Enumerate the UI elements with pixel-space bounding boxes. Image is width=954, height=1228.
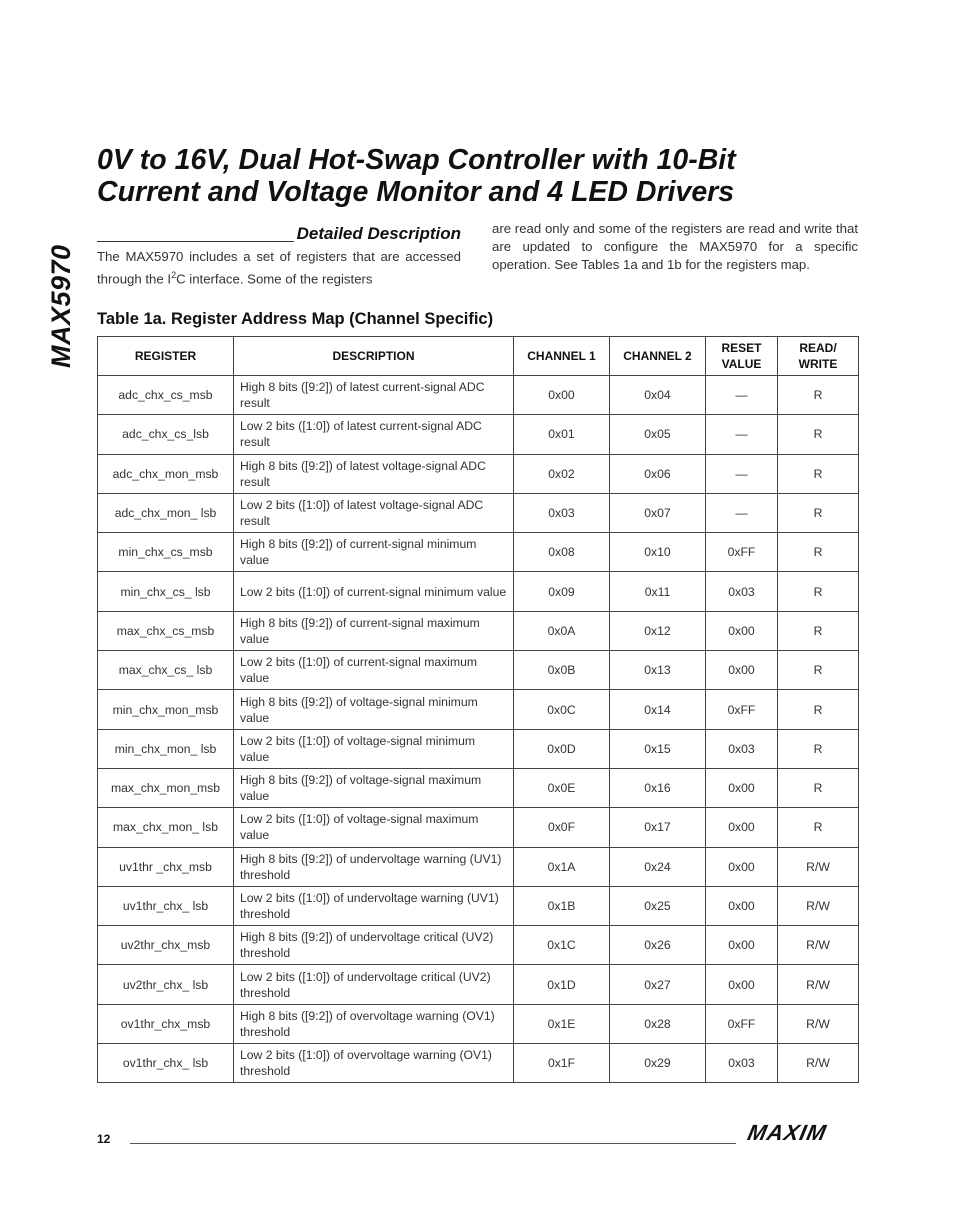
cell-channel-2: 0x07: [610, 493, 706, 532]
cell-read-write: R: [778, 415, 859, 454]
cell-channel-1: 0x1B: [514, 886, 610, 925]
table-row: [98, 768, 859, 807]
cell-reset-value: 0x00: [706, 768, 778, 807]
cell-reset-value: 0x00: [706, 965, 778, 1004]
cell-channel-1: 0x1A: [514, 847, 610, 886]
footer-rule: [130, 1143, 736, 1144]
cell-register: min_chx_cs_msb: [98, 533, 234, 572]
cell-description: Low 2 bits ([1:0]) of latest current-signal ADC result: [234, 415, 514, 454]
cell-description: High 8 bits ([9:2]) of undervoltage warning (UV1) threshold: [234, 847, 514, 886]
cell-channel-2: 0x11: [610, 572, 706, 611]
cell-register: adc_chx_mon_ lsb: [98, 493, 234, 532]
cell-read-write: R/W: [778, 926, 859, 965]
cell-reset-value: 0x03: [706, 572, 778, 611]
cell-register: max_chx_mon_ lsb: [98, 808, 234, 847]
cell-description: Low 2 bits ([1:0]) of undervoltage warning (UV1) threshold: [234, 886, 514, 925]
table-row: [98, 415, 859, 454]
cell-reset-value: 0xFF: [706, 1004, 778, 1043]
cell-channel-1: 0x0C: [514, 690, 610, 729]
cell-channel-2: 0x14: [610, 690, 706, 729]
cell-channel-1: 0x1D: [514, 965, 610, 1004]
cell-channel-1: 0x08: [514, 533, 610, 572]
cell-channel-2: 0x10: [610, 533, 706, 572]
table-row: [98, 965, 859, 1004]
table-row: [98, 729, 859, 768]
cell-reset-value: 0x00: [706, 808, 778, 847]
cell-read-write: R/W: [778, 886, 859, 925]
cell-channel-2: 0x24: [610, 847, 706, 886]
cell-read-write: R: [778, 808, 859, 847]
register-map-table: [97, 336, 859, 1083]
table-header-row: [98, 337, 859, 376]
cell-reset-value: 0x03: [706, 729, 778, 768]
cell-reset-value: 0x00: [706, 926, 778, 965]
header-reset-value: [706, 337, 778, 376]
cell-channel-1: 0x0D: [514, 729, 610, 768]
cell-channel-1: 0x03: [514, 493, 610, 532]
cell-description: High 8 bits ([9:2]) of voltage-signal minimum value: [234, 690, 514, 729]
cell-register: min_chx_cs_ lsb: [98, 572, 234, 611]
cell-reset-value: —: [706, 415, 778, 454]
document-title: [97, 144, 897, 208]
cell-register: max_chx_cs_msb: [98, 611, 234, 650]
cell-channel-2: 0x06: [610, 454, 706, 493]
header-reset-line1: RESET: [721, 341, 762, 355]
cell-description: Low 2 bits ([1:0]) of latest voltage-signal ADC result: [234, 493, 514, 532]
table-row: [98, 926, 859, 965]
cell-register: adc_chx_cs_lsb: [98, 415, 234, 454]
cell-channel-2: 0x04: [610, 376, 706, 415]
cell-channel-2: 0x28: [610, 1004, 706, 1043]
header-description: DESCRIPTION: [234, 337, 514, 376]
cell-register: uv2thr_chx_ lsb: [98, 965, 234, 1004]
cell-description: Low 2 bits ([1:0]) of current-signal maximum value: [234, 651, 514, 690]
cell-channel-2: 0x16: [610, 768, 706, 807]
cell-reset-value: 0x03: [706, 1044, 778, 1083]
cell-register: max_chx_cs_ lsb: [98, 651, 234, 690]
section-title: Detailed Description: [296, 224, 461, 243]
cell-register: max_chx_mon_msb: [98, 768, 234, 807]
table-row: [98, 690, 859, 729]
description-paragraph-right: are read only and some of the registers are read and write that are updated to configure the MAX5970 for a specific operation. See Tables 1a and 1b for the registers map.: [492, 221, 858, 272]
cell-description: High 8 bits ([9:2]) of voltage-signal maximum value: [234, 768, 514, 807]
cell-read-write: R: [778, 651, 859, 690]
cell-description: High 8 bits ([9:2]) of latest current-signal ADC result: [234, 376, 514, 415]
cell-channel-1: 0x0A: [514, 611, 610, 650]
cell-channel-2: 0x26: [610, 926, 706, 965]
cell-channel-2: 0x17: [610, 808, 706, 847]
cell-reset-value: —: [706, 454, 778, 493]
cell-read-write: R/W: [778, 1004, 859, 1043]
header-rw-line2: WRITE: [798, 357, 838, 371]
title-line-1: 0V to 16V, Dual Hot-Swap Controller with 10-Bit: [97, 144, 736, 176]
table-row: [98, 808, 859, 847]
cell-read-write: R: [778, 729, 859, 768]
description-left-column: [97, 222, 461, 288]
cell-register: min_chx_mon_msb: [98, 690, 234, 729]
table-row: [98, 1004, 859, 1043]
table-row: [98, 572, 859, 611]
cell-description: Low 2 bits ([1:0]) of voltage-signal minimum value: [234, 729, 514, 768]
page-number: 12: [97, 1132, 111, 1146]
cell-register: uv1thr _chx_msb: [98, 847, 234, 886]
cell-channel-2: 0x13: [610, 651, 706, 690]
table-row: [98, 454, 859, 493]
cell-register: ov1thr_chx_msb: [98, 1004, 234, 1043]
cell-description: High 8 bits ([9:2]) of overvoltage warning (OV1) threshold: [234, 1004, 514, 1043]
cell-channel-2: 0x05: [610, 415, 706, 454]
cell-register: adc_chx_mon_msb: [98, 454, 234, 493]
description-paragraph-left: [97, 248, 461, 288]
table-title: Table 1a. Register Address Map (Channel Specific): [97, 310, 494, 328]
cell-description: High 8 bits ([9:2]) of current-signal maximum value: [234, 611, 514, 650]
table-row: [98, 651, 859, 690]
cell-channel-2: 0x29: [610, 1044, 706, 1083]
cell-description: Low 2 bits ([1:0]) of current-signal minimum value: [234, 572, 514, 611]
cell-reset-value: —: [706, 493, 778, 532]
table-row: [98, 611, 859, 650]
cell-read-write: R: [778, 493, 859, 532]
cell-reset-value: 0x00: [706, 886, 778, 925]
cell-read-write: R: [778, 690, 859, 729]
cell-channel-2: 0x12: [610, 611, 706, 650]
cell-read-write: R: [778, 533, 859, 572]
cell-read-write: R: [778, 454, 859, 493]
header-register: REGISTER: [98, 337, 234, 376]
cell-description: High 8 bits ([9:2]) of latest voltage-signal ADC result: [234, 454, 514, 493]
cell-channel-1: 0x1F: [514, 1044, 610, 1083]
table-row: [98, 376, 859, 415]
cell-reset-value: 0xFF: [706, 533, 778, 572]
cell-register: min_chx_mon_ lsb: [98, 729, 234, 768]
header-channel-2: CHANNEL 2: [610, 337, 706, 376]
cell-read-write: R: [778, 768, 859, 807]
cell-channel-2: 0x27: [610, 965, 706, 1004]
header-channel-1: CHANNEL 1: [514, 337, 610, 376]
cell-channel-1: 0x09: [514, 572, 610, 611]
cell-read-write: R/W: [778, 1044, 859, 1083]
cell-reset-value: 0xFF: [706, 690, 778, 729]
cell-read-write: R: [778, 376, 859, 415]
cell-register: adc_chx_cs_msb: [98, 376, 234, 415]
para-left-text-a: The MAX5970 includes a set of registers that are accessed through the I: [97, 249, 461, 287]
cell-reset-value: —: [706, 376, 778, 415]
cell-reset-value: 0x00: [706, 611, 778, 650]
cell-description: High 8 bits ([9:2]) of undervoltage critical (UV2) threshold: [234, 926, 514, 965]
cell-read-write: R: [778, 572, 859, 611]
table-row: [98, 533, 859, 572]
table-row: [98, 886, 859, 925]
cell-register: ov1thr_chx_ lsb: [98, 1044, 234, 1083]
title-line-2: Current and Voltage Monitor and 4 LED Drivers: [97, 176, 735, 208]
cell-read-write: R: [778, 611, 859, 650]
table-body: [98, 376, 859, 1083]
cell-channel-2: 0x15: [610, 729, 706, 768]
cell-reset-value: 0x00: [706, 847, 778, 886]
header-reset-line2: VALUE: [721, 357, 762, 371]
cell-channel-1: 0x1C: [514, 926, 610, 965]
cell-reset-value: 0x00: [706, 651, 778, 690]
header-read-write: [778, 337, 859, 376]
cell-read-write: R/W: [778, 847, 859, 886]
cell-channel-1: 0x01: [514, 415, 610, 454]
cell-read-write: R/W: [778, 965, 859, 1004]
cell-register: uv2thr_chx_msb: [98, 926, 234, 965]
para-left-text-b: C interface. Some of the registers: [176, 271, 373, 287]
section-rule: [97, 241, 294, 242]
table-row: [98, 1044, 859, 1083]
cell-description: Low 2 bits ([1:0]) of overvoltage warning (OV1) threshold: [234, 1044, 514, 1083]
cell-channel-2: 0x25: [610, 886, 706, 925]
cell-channel-1: 0x1E: [514, 1004, 610, 1043]
header-rw-line1: READ/: [799, 341, 837, 355]
side-part-number: MAX5970: [46, 244, 76, 368]
cell-channel-1: 0x0B: [514, 651, 610, 690]
table-row: [98, 493, 859, 532]
cell-register: uv1thr_chx_ lsb: [98, 886, 234, 925]
description-right-column: [492, 220, 858, 274]
table-row: [98, 847, 859, 886]
cell-description: Low 2 bits ([1:0]) of undervoltage critical (UV2) threshold: [234, 965, 514, 1004]
para-left-superscript: 2: [171, 270, 177, 280]
cell-channel-1: 0x02: [514, 454, 610, 493]
cell-description: High 8 bits ([9:2]) of current-signal minimum value: [234, 533, 514, 572]
cell-channel-1: 0x0E: [514, 768, 610, 807]
section-header: [97, 222, 461, 244]
cell-channel-1: 0x0F: [514, 808, 610, 847]
maxim-logo: MAXIM: [745, 1120, 830, 1145]
cell-channel-1: 0x00: [514, 376, 610, 415]
cell-description: Low 2 bits ([1:0]) of voltage-signal maximum value: [234, 808, 514, 847]
